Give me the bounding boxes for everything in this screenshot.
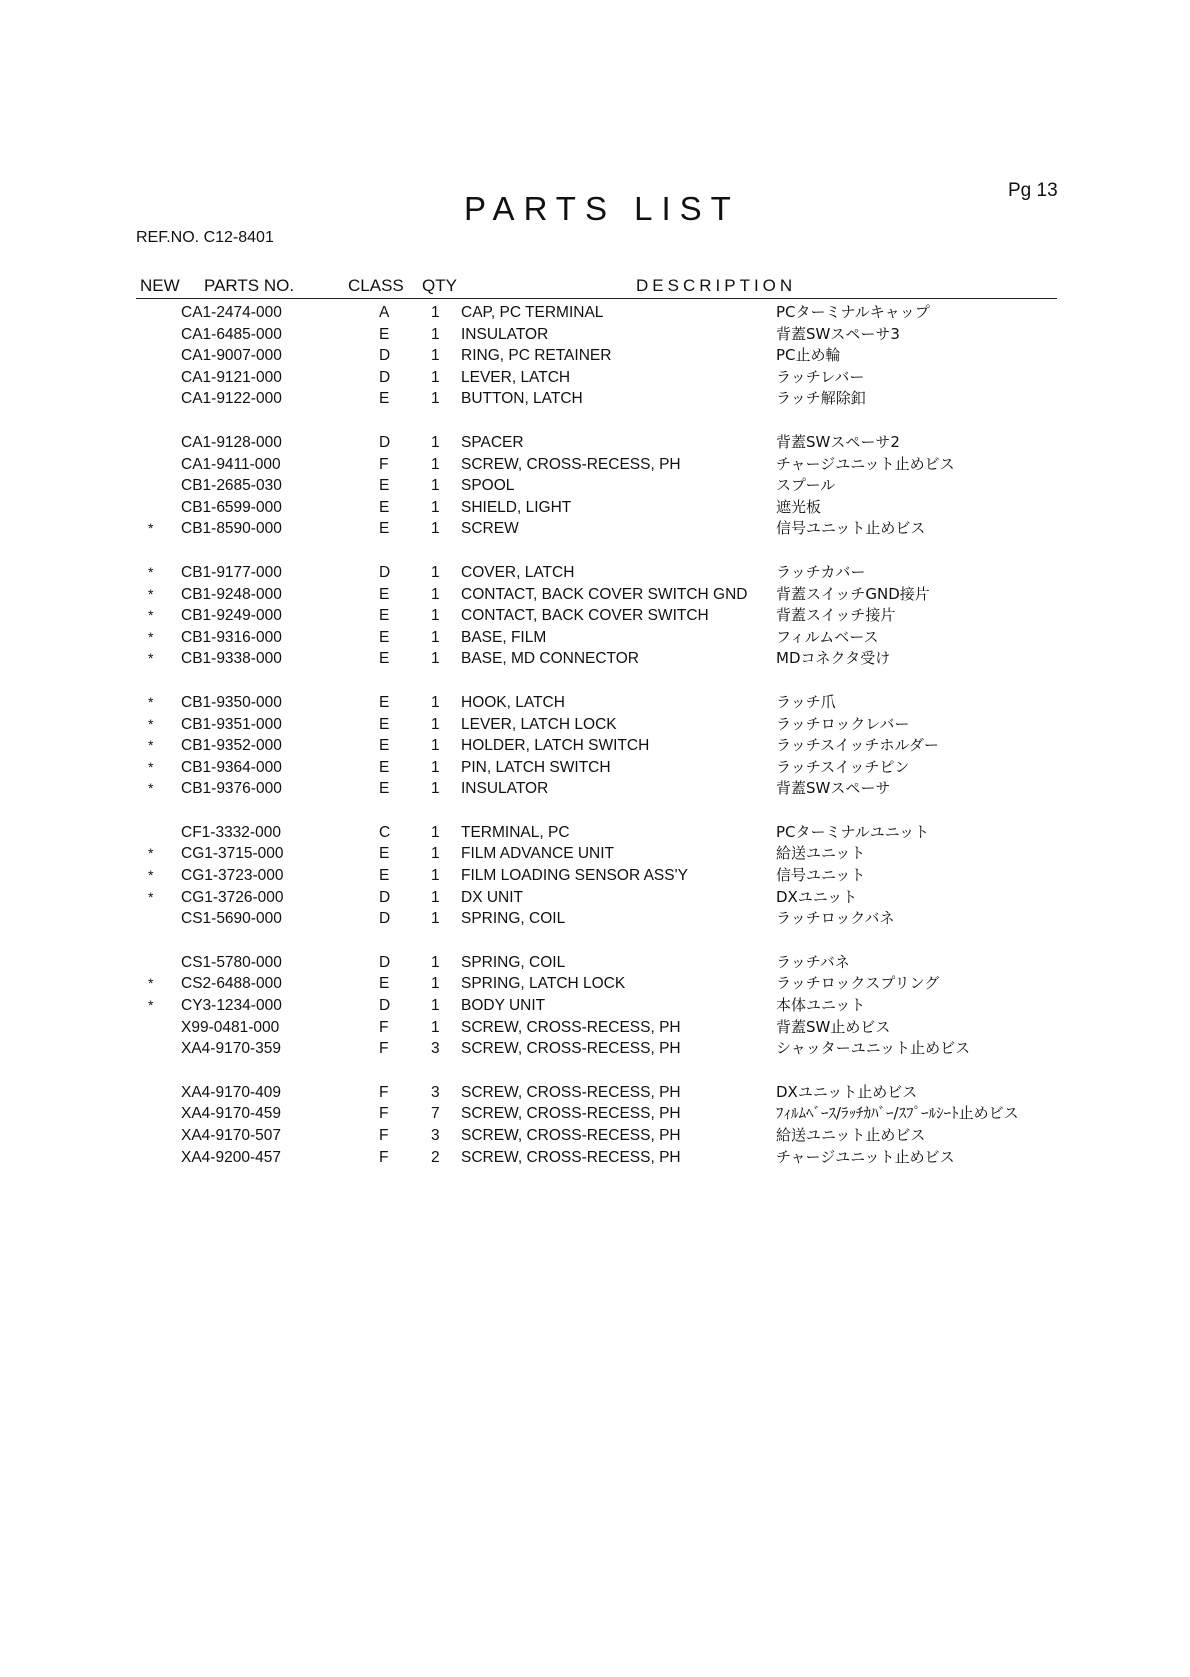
part-qty: 1 (431, 607, 440, 625)
parts-table (136, 302, 1057, 1190)
part-description: SCREW, CROSS-RECESS, PH (461, 1040, 681, 1058)
part-description: TERMINAL, PC (461, 823, 570, 841)
part-description: SCREW, CROSS-RECESS, PH (461, 1105, 681, 1123)
part-qty: 3 (431, 1127, 440, 1144)
table-row (136, 605, 1057, 627)
table-row (136, 367, 1057, 389)
table-row (136, 345, 1057, 367)
new-marker: * (148, 693, 154, 710)
table-row (136, 648, 1057, 670)
table-row (136, 518, 1057, 540)
row-group (136, 692, 1057, 800)
table-row (136, 778, 1057, 800)
part-description: SPRING, COIL (461, 953, 566, 971)
part-class: D (379, 888, 391, 906)
part-class: E (379, 607, 390, 625)
part-description-jp: MDコネクタ受け (776, 649, 891, 668)
part-qty: 1 (431, 433, 440, 451)
part-class: D (379, 997, 391, 1015)
new-marker: * (148, 888, 154, 905)
part-description-jp: 遮光板 (776, 497, 822, 516)
part-qty: 1 (431, 780, 440, 798)
part-description: SCREW (461, 520, 519, 538)
part-description: SCREW, CROSS-RECESS, PH (461, 1083, 681, 1101)
new-marker: * (148, 650, 154, 667)
part-description-jp: 信号ユニット (776, 866, 866, 885)
part-class: E (379, 693, 390, 711)
table-row (136, 1082, 1057, 1104)
part-number: CS1-5690-000 (181, 910, 282, 928)
part-description: PIN, LATCH SWITCH (461, 758, 611, 776)
part-qty: 1 (431, 650, 440, 668)
part-number: CB1-9177-000 (181, 563, 282, 581)
table-row (136, 1103, 1057, 1125)
table-row (136, 908, 1057, 930)
table-row (136, 1038, 1057, 1060)
part-qty: 1 (431, 1018, 440, 1036)
part-class: E (379, 975, 390, 993)
table-row (136, 1017, 1057, 1039)
table-row (136, 843, 1057, 865)
part-qty: 1 (431, 693, 440, 711)
table-row (136, 497, 1057, 519)
part-description: INSULATOR (461, 325, 549, 343)
new-marker: * (148, 715, 154, 732)
part-class: E (379, 325, 390, 343)
part-description: COVER, LATCH (461, 563, 575, 581)
part-description: SPACER (461, 433, 524, 451)
part-description: HOLDER, LATCH SWITCH (461, 737, 650, 755)
part-description-jp: ラッチ解除釦 (776, 389, 866, 408)
part-class: D (379, 910, 391, 928)
part-class: A (379, 304, 390, 321)
row-group (136, 432, 1057, 540)
part-description-jp: ラッチレバー (776, 367, 865, 386)
part-number: CA1-9007-000 (181, 347, 282, 365)
part-class: E (379, 628, 390, 646)
part-qty: 7 (431, 1105, 440, 1123)
part-description: FILM LOADING SENSOR ASS'Y (461, 867, 688, 885)
table-row (136, 692, 1057, 714)
part-qty: 1 (431, 888, 440, 906)
part-description: LEVER, LATCH LOCK (461, 715, 617, 733)
table-row (136, 735, 1057, 757)
page-title: PARTS LIST (464, 190, 740, 227)
part-number: CB1-6599-000 (181, 498, 282, 516)
part-number: CB1-8590-000 (181, 520, 282, 538)
part-qty: 1 (431, 520, 440, 538)
new-marker: * (148, 975, 154, 992)
part-number: CG1-3715-000 (181, 845, 284, 863)
part-qty: 1 (431, 737, 440, 755)
part-number: CB1-9351-000 (181, 715, 282, 733)
part-description-jp: シャッターユニット止めビス (776, 1039, 971, 1058)
part-description: SCREW, CROSS-RECESS, PH (461, 1018, 681, 1036)
part-description-jp: チャージユニット止めビス (776, 1147, 955, 1166)
part-number: XA4-9170-507 (181, 1127, 281, 1144)
part-description-jp: ラッチスイッチピン (776, 757, 910, 776)
part-class: D (379, 953, 391, 971)
part-description-jp: 給送ユニット (776, 844, 866, 863)
table-row (136, 388, 1057, 410)
part-description: SCREW, CROSS-RECESS, PH (461, 1148, 681, 1166)
table-row (136, 822, 1057, 844)
ref-number: REF.NO. C12-8401 (136, 229, 274, 246)
row-group (136, 952, 1057, 1060)
part-description-jp: ﾌｨﾙﾑﾍﾞｰｽ/ﾗｯﾁｶﾊﾞｰ/ｽﾌﾟｰﾙｼｰﾄ止めビス (776, 1104, 1019, 1123)
table-row (136, 757, 1057, 779)
new-marker: * (148, 520, 154, 537)
part-qty: 1 (431, 867, 440, 885)
part-number: CA1-9122-000 (181, 390, 282, 408)
table-row (136, 475, 1057, 497)
part-description: SCREW, CROSS-RECESS, PH (461, 455, 681, 473)
part-number: CF1-3332-000 (181, 823, 281, 841)
part-class: E (379, 477, 390, 495)
part-description: BASE, MD CONNECTOR (461, 650, 639, 668)
part-qty: 1 (431, 585, 440, 603)
table-row (136, 1125, 1057, 1147)
part-description-jp: PC止め輪 (776, 346, 841, 365)
part-number: CS2-6488-000 (181, 975, 282, 993)
part-description-jp: 背蓋SWスペーサ (776, 779, 891, 798)
new-marker: * (148, 607, 154, 624)
part-class: D (379, 563, 391, 581)
part-qty: 1 (431, 347, 440, 365)
table-row (136, 302, 1057, 324)
part-qty: 1 (431, 823, 440, 841)
part-class: E (379, 650, 390, 668)
part-description-jp: DXユニット (776, 887, 858, 906)
row-group (136, 1082, 1057, 1168)
part-number: CG1-3726-000 (181, 888, 284, 906)
row-group (136, 822, 1057, 930)
part-qty: 1 (431, 325, 440, 343)
part-qty: 1 (431, 975, 440, 993)
part-number: CB1-2685-030 (181, 477, 282, 495)
table-row (136, 454, 1057, 476)
table-row (136, 432, 1057, 454)
part-class: D (379, 433, 391, 451)
part-class: F (379, 1083, 389, 1101)
part-number: CB1-9338-000 (181, 650, 282, 668)
part-class: E (379, 715, 390, 733)
part-description: CONTACT, BACK COVER SWITCH (461, 607, 709, 625)
part-class: E (379, 498, 390, 516)
part-class: D (379, 347, 391, 365)
new-marker: * (148, 737, 154, 754)
part-number: CB1-9249-000 (181, 607, 282, 625)
part-class: F (379, 1018, 389, 1036)
part-class: F (379, 1105, 389, 1123)
part-number: CA1-9411-000 (181, 455, 281, 473)
table-row (136, 973, 1057, 995)
part-class: D (379, 368, 391, 386)
part-qty: 1 (431, 845, 440, 863)
table-row (136, 562, 1057, 584)
header-description: DESCRIPTION (636, 276, 797, 295)
part-description-jp: フィルムベース (776, 627, 879, 646)
part-number: CA1-9128-000 (181, 433, 282, 451)
part-number: XA4-9170-359 (181, 1040, 281, 1058)
table-row (136, 584, 1057, 606)
part-number: CB1-9364-000 (181, 758, 282, 776)
part-class: E (379, 780, 390, 798)
part-qty: 1 (431, 304, 440, 321)
part-class: E (379, 845, 390, 863)
part-description-jp: ラッチスイッチホルダー (776, 736, 939, 755)
part-class: E (379, 758, 390, 776)
part-description-jp: PCターミナルユニット (776, 822, 930, 841)
part-number: XA4-9200-457 (181, 1148, 281, 1166)
part-number: CG1-3723-000 (181, 867, 284, 885)
part-description: BODY UNIT (461, 997, 546, 1015)
part-qty: 1 (431, 758, 440, 776)
part-description-jp: チャージユニット止めビス (776, 454, 955, 473)
part-description-jp: DXユニット止めビス (776, 1082, 918, 1101)
part-description: INSULATOR (461, 780, 549, 798)
part-qty: 1 (431, 498, 440, 516)
header-qty: QTY (422, 276, 457, 295)
part-qty: 3 (431, 1040, 440, 1058)
part-description: BUTTON, LATCH (461, 390, 583, 408)
new-marker: * (148, 867, 154, 884)
part-description: RING, PC RETAINER (461, 347, 612, 365)
part-qty: 1 (431, 563, 440, 581)
part-description-jp: ラッチ爪 (776, 692, 836, 711)
row-group (136, 302, 1057, 410)
part-description: CAP, PC TERMINAL (461, 304, 604, 321)
part-description-jp: ラッチロックバネ (776, 909, 895, 928)
part-class: C (379, 823, 391, 841)
part-qty: 1 (431, 715, 440, 733)
part-qty: 3 (431, 1083, 440, 1101)
part-class: E (379, 520, 390, 538)
part-qty: 1 (431, 390, 440, 408)
part-description-jp: ラッチカバー (776, 562, 866, 581)
new-marker: * (148, 758, 154, 775)
part-class: E (379, 737, 390, 755)
part-description: SHIELD, LIGHT (461, 498, 572, 516)
part-class: E (379, 585, 390, 603)
part-qty: 2 (431, 1148, 440, 1166)
new-marker: * (148, 628, 154, 645)
part-number: CA1-9121-000 (181, 368, 282, 386)
header-new: NEW (140, 276, 180, 295)
table-row (136, 865, 1057, 887)
new-marker: * (148, 780, 154, 797)
part-description-jp: 背蓋SWスペーサ2 (776, 432, 900, 451)
part-description: FILM ADVANCE UNIT (461, 845, 615, 863)
part-number: CB1-9352-000 (181, 737, 282, 755)
part-qty: 1 (431, 477, 440, 495)
part-number: CA1-2474-000 (181, 304, 282, 321)
part-qty: 1 (431, 628, 440, 646)
new-marker: * (148, 585, 154, 602)
table-row (136, 995, 1057, 1017)
part-qty: 1 (431, 910, 440, 928)
part-qty: 1 (431, 953, 440, 971)
table-row (136, 887, 1057, 909)
new-marker: * (148, 845, 154, 862)
table-row (136, 324, 1057, 346)
part-class: F (379, 1127, 389, 1144)
part-description-jp: 背蓋SW止めビス (776, 1017, 891, 1036)
part-number: CB1-9248-000 (181, 585, 282, 603)
part-number: CS1-5780-000 (181, 953, 282, 971)
part-description-jp: 給送ユニット止めビス (776, 1126, 926, 1144)
part-description-jp: ラッチバネ (776, 952, 850, 971)
part-description: LEVER, LATCH (461, 368, 571, 386)
part-description: SPRING, COIL (461, 910, 566, 928)
part-description: DX UNIT (461, 888, 523, 906)
part-number: CB1-9316-000 (181, 628, 282, 646)
new-marker: * (148, 563, 154, 580)
part-description-jp: 信号ユニット止めビス (776, 519, 926, 538)
header-parts-no: PARTS NO. (204, 276, 295, 295)
part-description-jp: スプール (776, 476, 836, 495)
part-description: HOOK, LATCH (461, 693, 565, 711)
part-class: E (379, 390, 390, 408)
part-qty: 1 (431, 368, 440, 386)
part-description-jp: ラッチロックレバー (776, 714, 910, 733)
page-number: Pg 13 (1008, 180, 1058, 201)
part-description-jp: 背蓋スイッチ接片 (776, 606, 896, 625)
part-class: F (379, 1040, 389, 1058)
part-number: XA4-9170-459 (181, 1105, 281, 1123)
table-header (136, 272, 1057, 299)
table-row (136, 714, 1057, 736)
part-description: BASE, FILM (461, 628, 547, 646)
part-description: CONTACT, BACK COVER SWITCH GND (461, 585, 748, 603)
new-marker: * (148, 997, 154, 1014)
part-description-jp: 背蓋SWスペーサ3 (776, 324, 900, 343)
part-class: F (379, 455, 389, 473)
part-description-jp: ラッチロックスプリング (776, 974, 940, 993)
part-number: CB1-9350-000 (181, 693, 282, 711)
part-number: CY3-1234-000 (181, 997, 282, 1015)
part-number: XA4-9170-409 (181, 1083, 281, 1101)
part-class: E (379, 867, 390, 885)
table-row (136, 627, 1057, 649)
part-number: CB1-9376-000 (181, 780, 282, 798)
part-description-jp: 背蓋スイッチGND接片 (776, 584, 930, 603)
part-description-jp: PCターミナルキャップ (776, 303, 930, 321)
part-description: SCREW, CROSS-RECESS, PH (461, 1127, 681, 1144)
part-number: CA1-6485-000 (181, 325, 282, 343)
header-class: CLASS (348, 276, 404, 295)
row-group (136, 562, 1057, 670)
table-row (136, 1147, 1057, 1169)
part-number: X99-0481-000 (181, 1018, 280, 1036)
part-class: F (379, 1148, 389, 1166)
part-description: SPOOL (461, 477, 515, 495)
table-row (136, 952, 1057, 974)
part-description: SPRING, LATCH LOCK (461, 975, 626, 993)
part-description-jp: 本体ユニット (776, 996, 866, 1015)
part-qty: 1 (431, 455, 440, 473)
part-qty: 1 (431, 997, 440, 1015)
